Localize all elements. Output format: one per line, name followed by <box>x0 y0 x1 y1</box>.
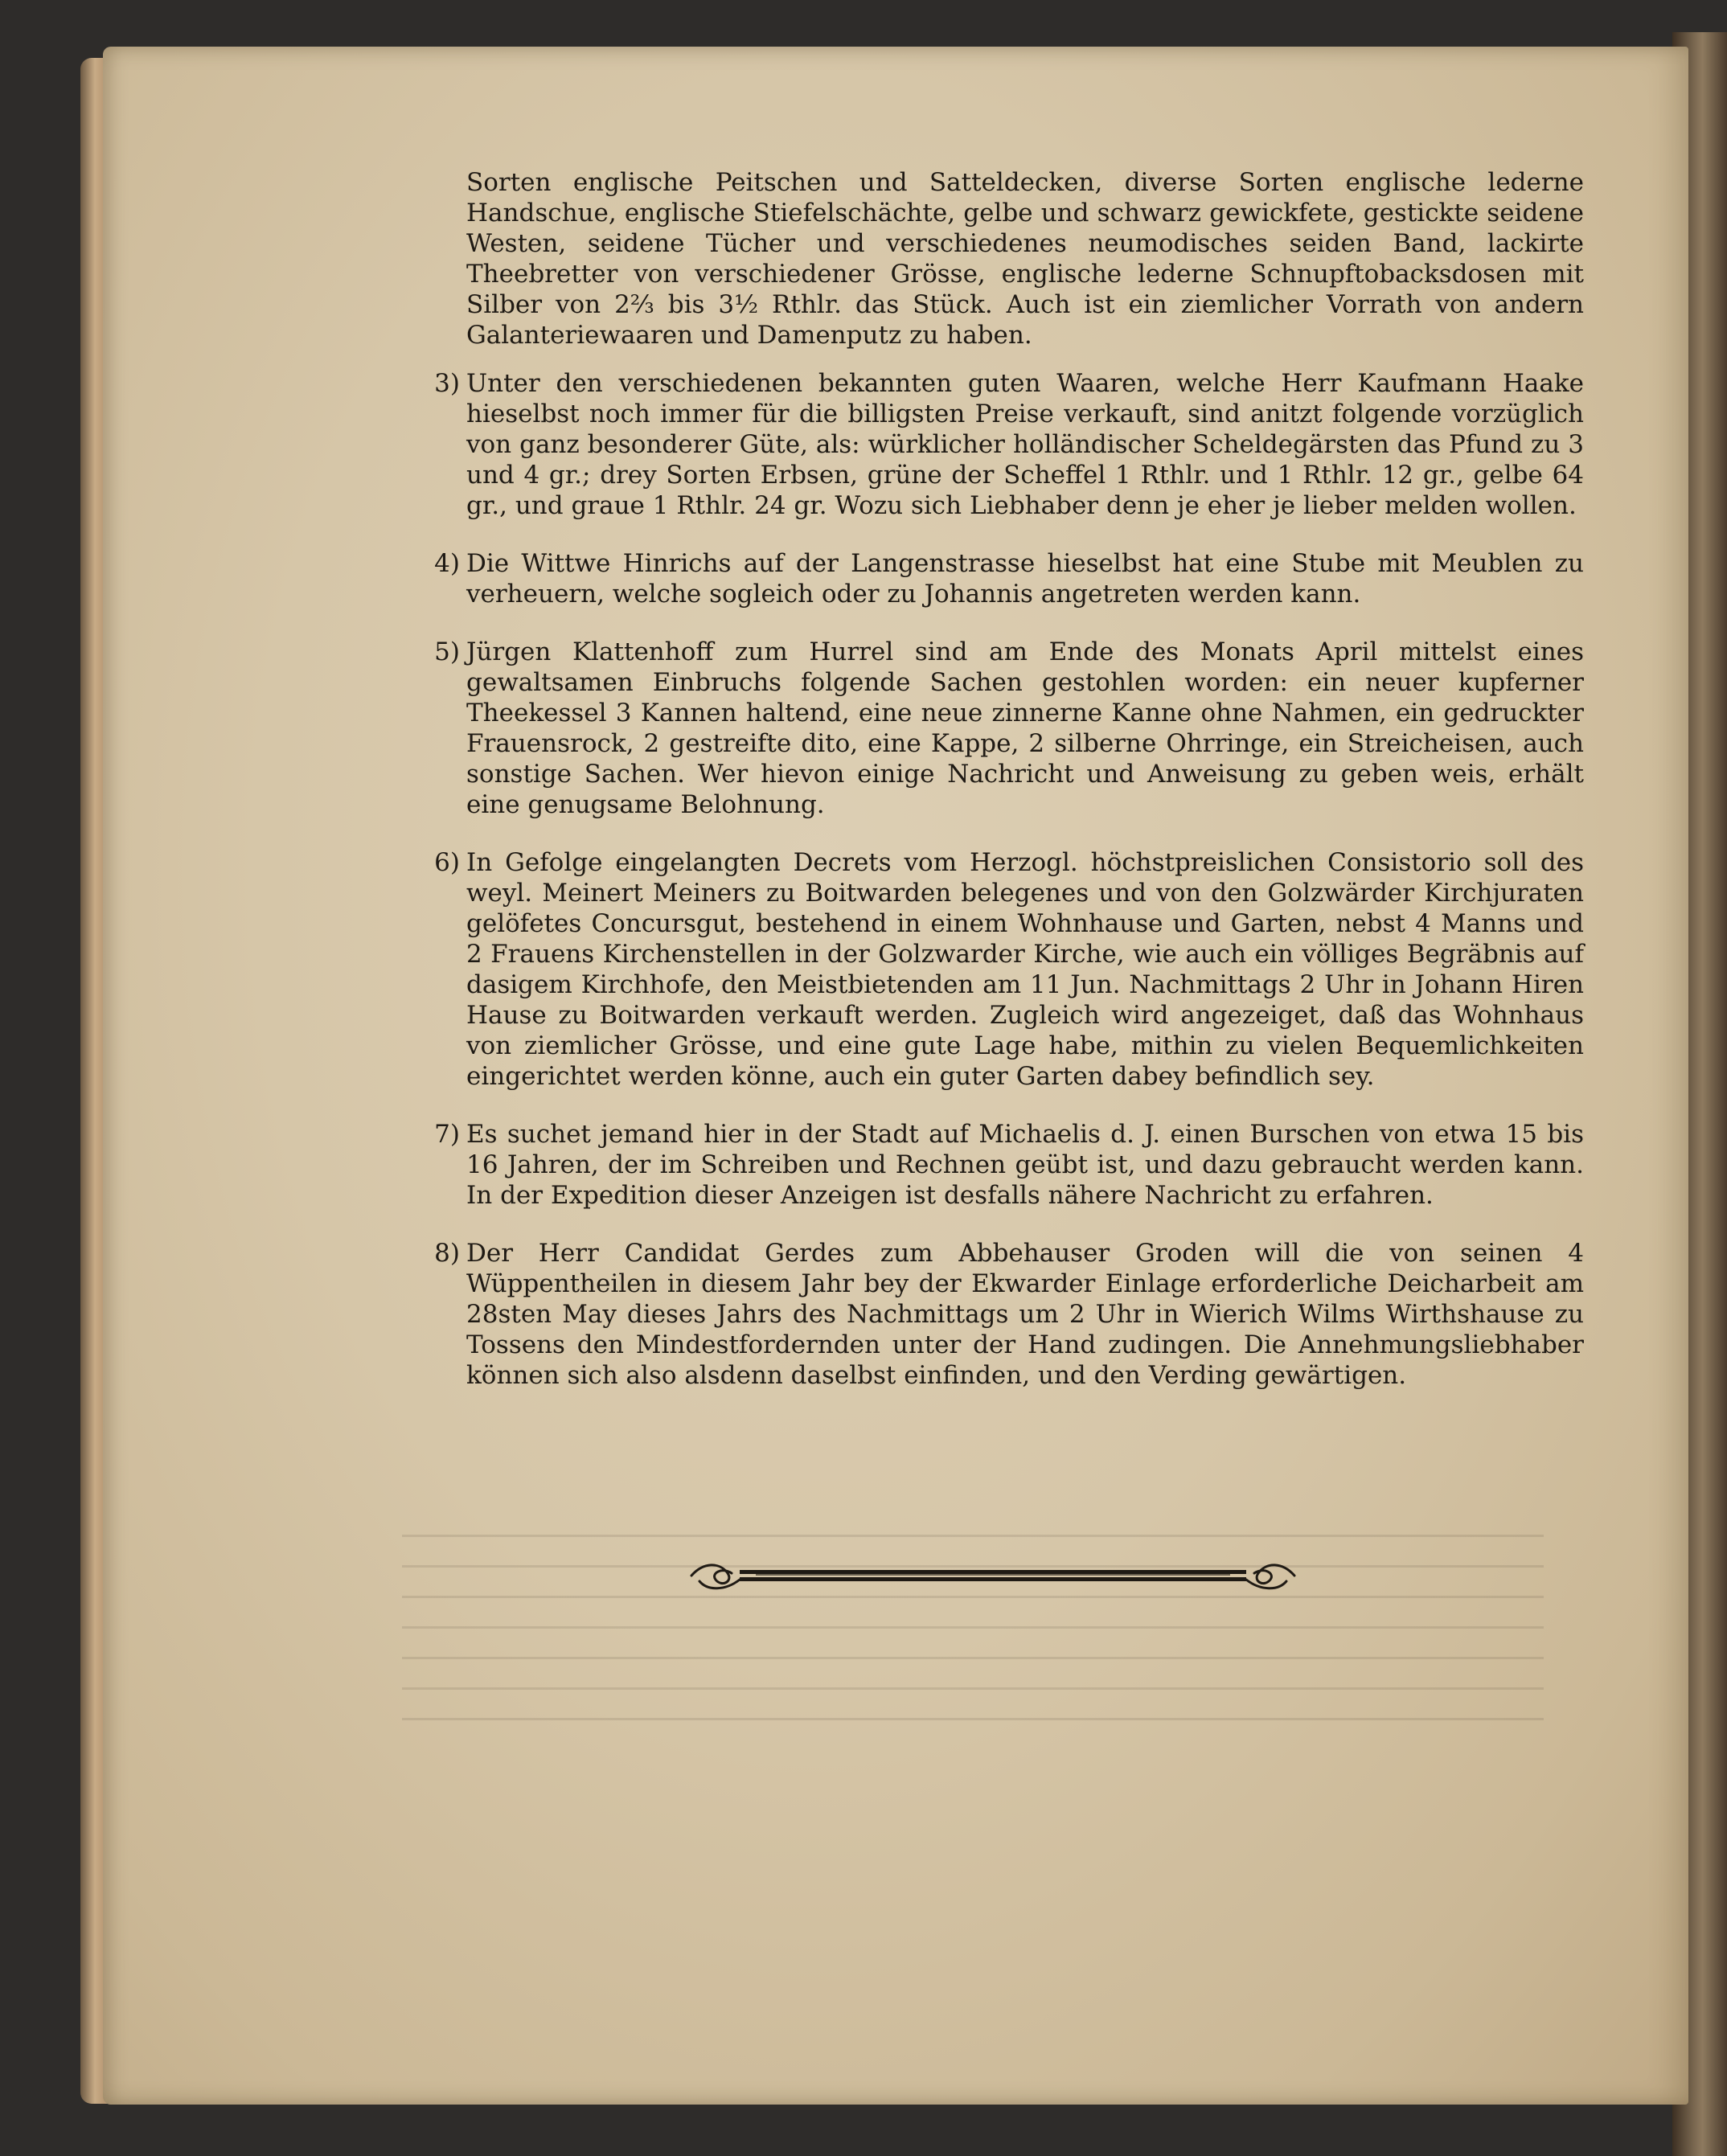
notice-number: 5) <box>434 637 460 666</box>
notice-text: Jürgen Klattenhoff zum Hurrel sind am Ende des Monats April mittelst eines gewaltsamen Einbruchs folgende Sachen gestohlen worden: ein neuer kupferner Theekessel 3 Kannen haltend, eine neue zinnerne Kanne ohne Nahmen, ein gedruckter Frauensrock, 2 gestreifte dito, eine Kappe, 2 silberne Ohrringe, ein Streicheisen, auch sonstige Sachen. Wer hievon einige Nachricht und Anweisung zu geben weis, erhält eine genugsame Belohnung. <box>466 637 1584 819</box>
decorative-rule-ornament-icon <box>683 1556 1302 1596</box>
show-through-text <box>402 1511 1544 1720</box>
notice-text: Es suchet jemand hier in der Stadt auf Michaelis d. J. einen Burschen von etwa 15 bis 16 Jahren, der im Schreiben und Rechnen geübt ist, und dazu gebraucht werden kann. In der Expedition dieser Anzeigen ist desfalls nähere Nachricht zu erfahren. <box>466 1120 1584 1210</box>
notice-text: Der Herr Candidat Gerdes zum Abbehauser Groden will die von seinen 4 Wüppentheilen in diesem Jahr bey der Ekwarder Einlage erforderliche Deicharbeit am 28sten May dieses Jahrs des Nachmittags um 2 Uhr in Wierich Wilms Wirthshause zu Tossens den Mindestfordernden unter der Hand zudingen. Die Annehmungsliebhaber können sich also alsdenn daselbst einfinden, und den Verding gewärtigen. <box>466 1239 1584 1390</box>
notice-item <box>434 1238 1584 1391</box>
notice-number: 8) <box>434 1239 460 1268</box>
notice-text: Die Wittwe Hinrichs auf der Langenstrasse hieselbst hat eine Stube mit Meublen zu verheuern, welche sogleich oder zu Johannis angetreten werden kann. <box>466 549 1584 609</box>
notice-number: 4) <box>434 549 460 578</box>
notice-number: 3) <box>434 369 460 398</box>
notice-number: 6) <box>434 848 460 877</box>
lead-paragraph: Sorten englische Peitschen und Satteldecken, diverse Sorten englische lederne Handschue, englische Stiefelschächte, gelbe und schwarz gewickfete, gestickte seidene Westen, seidene Tücher und verschiedenes neumodisches seiden Band, lackirte Theebretter von verschiedener Grösse, englische lederne Schnupftobacksdosen mit Silber von 2⅔ bis 3½ Rthlr. das Stück. Auch ist ein ziemlicher Vorrath von andern Galanteriewaaren und Damenputz zu haben. <box>466 168 1584 350</box>
notice-number: 7) <box>434 1120 460 1149</box>
notice-item <box>434 548 1584 609</box>
notice-item <box>434 368 1584 521</box>
notice-item <box>434 1119 1584 1211</box>
notice-item <box>434 637 1584 820</box>
notice-text: In Gefolge eingelangten Decrets vom Herzogl. höchstpreislichen Consistorio soll des weyl. Meinert Meiners zu Boitwarden belegenes und von den Golzwärder Kirchjuraten gelöfetes Concursgut, bestehend in einem Wohnhause und Garten, nebst 4 Manns und 2 Frauens Kirchenstellen in der Golzwarder Kirche, wie auch ein völliges Begräbnis auf dasigem Kirchhofe, den Meistbietenden am 11 Jun. Nachmittags 2 Uhr in Johann Hiren Hause zu Boitwarden verkauft werden. Zugleich wird angezeiget, daß das Wohnhaus von ziemlicher Grösse, und eine gute Lage habe, mithin zu vielen Bequemlichkeiten eingerichtet werden könne, auch ein guter Garten dabey befindlich sey. <box>466 848 1584 1091</box>
notice-item <box>434 847 1584 1092</box>
document-body <box>434 167 1584 1418</box>
notice-text: Unter den verschiedenen bekannten guten Waaren, welche Herr Kaufmann Haake hieselbst noch immer für die billigsten Preise verkauft, sind anitzt folgende vorzüglich von ganz besonderer Güte, als: würklicher holländischer Scheldegärsten das Pfund zu 3 und 4 gr.; drey Sorten Erbsen, grüne der Scheffel 1 Rthlr. und 1 Rthlr. 12 gr., gelbe 64 gr., und graue 1 Rthlr. 24 gr. Wozu sich Liebhaber denn je eher je lieber melden wollen. <box>466 369 1584 520</box>
